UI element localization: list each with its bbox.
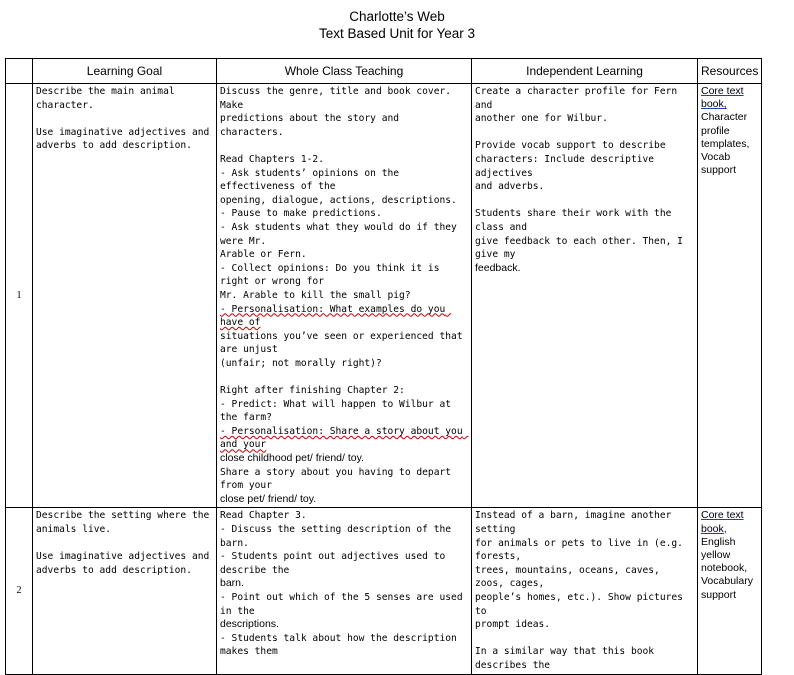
text-line: Arable or Fern. [220, 249, 307, 261]
text-line [475, 194, 694, 208]
text-line: - Ask students’ opinions on the effectiveness of the [220, 167, 405, 193]
text-line: Describe the main animal character. [36, 86, 181, 111]
text-line: feedback. [475, 261, 521, 274]
text-line: Core text [701, 85, 744, 97]
text-line: situations you’ve seen or experienced that are unjust [220, 330, 469, 356]
header-number [6, 59, 33, 84]
text-line: templates, [701, 137, 750, 150]
learning-goal-cell [33, 508, 217, 674]
text-line: - Personalisation: Share a story about you and your [220, 425, 469, 451]
text-line: Create a character profile for Fern and [475, 86, 683, 111]
text-line: for animals or pets to live in (e.g. forests, [475, 537, 689, 563]
table-header-row [6, 59, 762, 84]
row-number: 2 [6, 508, 33, 674]
text-line: close pet/ friend/ toy. [220, 492, 317, 505]
learning-goal-cell [33, 84, 217, 508]
text-line: - Discuss the setting description of the barn. [220, 524, 457, 549]
text-line: give feedback to each other. Then, I give my [475, 235, 689, 261]
unit-plan-table-wrapper [5, 58, 761, 671]
independent-learning-cell [472, 508, 698, 674]
text-line: Provide vocab support to describe [475, 140, 666, 152]
resources-cell [698, 508, 762, 674]
whole-class-teaching-cell [217, 84, 472, 508]
text-line: Vocab [701, 151, 731, 164]
text-line: trees, mountains, oceans, caves, zoos, cages, [475, 564, 666, 590]
text-line: support [701, 164, 737, 177]
text-line: Share a story about you having to depart from your [220, 466, 457, 492]
text-line: predictions about the story and characters. [220, 113, 405, 138]
document-title: Charlotte’s Web [349, 9, 445, 24]
text-line: - Collect opinions: Do you think it is right or wrong for [220, 262, 446, 288]
text-line: - Pause to make predictions. [220, 208, 382, 220]
text-line: barn. [220, 577, 244, 590]
table-row [6, 508, 762, 674]
text-line: adverbs to add description. [36, 140, 192, 152]
text-line: notebook, [701, 562, 748, 575]
text-line: prompt ideas. [475, 619, 551, 631]
text-line: English [701, 535, 736, 548]
text-line: people’s homes, etc.). Show pictures to [475, 591, 689, 617]
text-line: - Students talk about how the description makes them [220, 632, 463, 658]
text-line: another one for Wilbur. [475, 113, 608, 125]
text-line: - Students point out adjectives used to describe the [220, 551, 452, 576]
text-line: Vocabulary [701, 575, 753, 588]
text-line: descriptions. [220, 618, 279, 631]
text-line: animals live. [36, 524, 112, 535]
header-resources: Resources [698, 59, 762, 84]
text-line: - Personalisation: What examples do you have of [220, 303, 452, 329]
row-number: 1 [6, 84, 33, 508]
independent-learning-cell [472, 84, 698, 508]
text-line: Discuss the genre, title and book cover. Make [220, 86, 457, 111]
text-line [36, 537, 213, 551]
resources-cell [698, 84, 762, 508]
document-title-block [0, 8, 794, 42]
text-line: opening, dialogue, actions, descriptions. [220, 194, 457, 206]
text-line: and adverbs. [475, 181, 545, 193]
document-subtitle: Text Based Unit for Year 3 [318, 26, 476, 41]
table-row [6, 84, 762, 508]
text-line: profile [701, 124, 730, 137]
text-line: support [701, 588, 737, 601]
text-line [475, 126, 694, 140]
text-line: Students share their work with the class and [475, 208, 678, 233]
text-line: In a similar way that this book describes the [475, 646, 660, 671]
text-line: book, [701, 522, 727, 535]
text-line: close childhood pet/ friend/ toy. [220, 452, 364, 465]
text-line: (unfair; not morally right)? [220, 357, 382, 369]
text-line: book, [701, 98, 727, 111]
text-line: Read Chapter 3. [220, 510, 307, 522]
text-line [36, 112, 213, 126]
text-line: characters: Include descriptive adjectives [475, 153, 660, 179]
text-line [220, 370, 468, 384]
text-line: - Predict: What will happen to Wilbur at the farm? [220, 398, 457, 424]
text-line: Read Chapters 1-2. [220, 153, 324, 165]
whole-class-teaching-cell [217, 508, 472, 674]
text-line: Use imaginative adjectives and [36, 551, 210, 563]
text-line: Core text [701, 509, 744, 522]
text-line: yellow [701, 549, 731, 562]
header-whole-class-teaching: Whole Class Teaching [217, 59, 472, 84]
text-line: Mr. Arable to kill the small pig? [220, 289, 411, 301]
header-independent-learning: Independent Learning [472, 59, 698, 84]
text-line: Instead of a barn, imagine another setting [475, 510, 678, 535]
text-line: - Point out which of the 5 senses are used in the [220, 591, 469, 617]
text-line [475, 632, 694, 646]
text-line [220, 139, 468, 153]
unit-plan-table [5, 58, 762, 675]
text-line: Use imaginative adjectives and [36, 126, 210, 138]
header-learning-goal: Learning Goal [33, 59, 217, 84]
text-line: Character [701, 111, 748, 124]
text-line: - Ask students what they would do if they were Mr. [220, 221, 463, 247]
text-line: Describe the setting where the [36, 510, 210, 522]
text-line: Right after finishing Chapter 2: [220, 385, 405, 397]
text-line: adverbs to add description. [36, 564, 192, 576]
